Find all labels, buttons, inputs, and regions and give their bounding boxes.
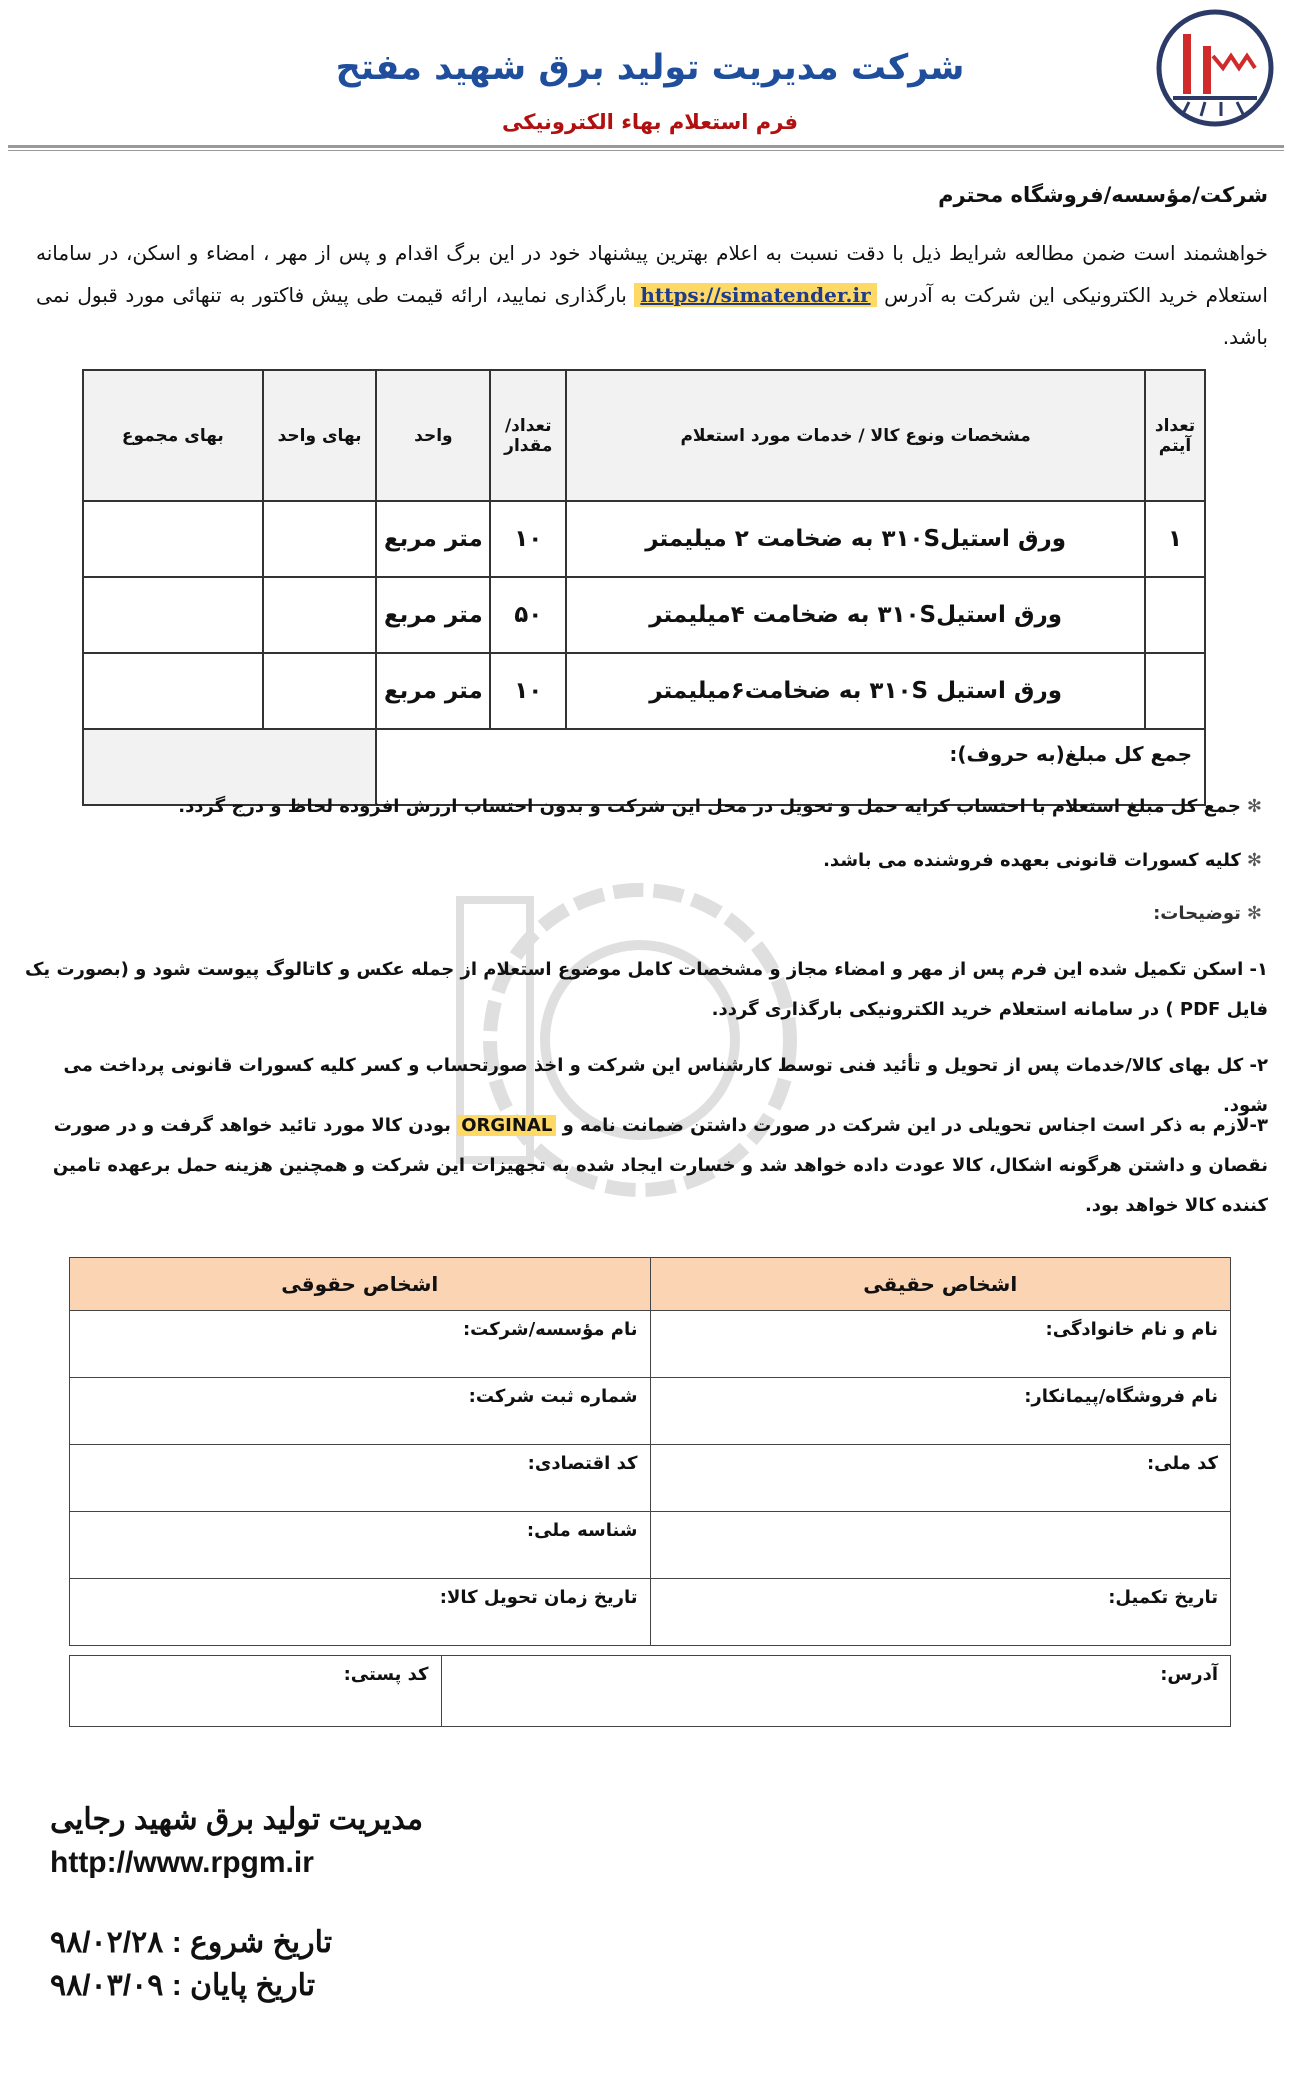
table-row (70, 1378, 1231, 1445)
quantity-cell: ۵۰ (490, 577, 566, 653)
company-name: شرکت مدیریت تولید برق شهید مفتح (335, 48, 965, 88)
table-row (70, 1445, 1231, 1512)
footer-org-name: مدیریت تولید برق شهید رجایی (50, 1803, 424, 1836)
explanations-title (1153, 903, 1262, 924)
legal-persons-header: اشخاص حقوقی (70, 1258, 651, 1311)
unit-price-cell[interactable] (263, 501, 377, 577)
registration-number-field[interactable]: شماره ثبت شرکت: (70, 1378, 651, 1445)
table-row (70, 1512, 1231, 1579)
note-2 (823, 850, 1262, 871)
header-item-no: تعداد آیتم (1145, 370, 1205, 501)
items-table (82, 369, 1206, 806)
explanations-title-text: توضیحات: (1153, 903, 1241, 924)
delivery-date-field[interactable]: تاریخ زمان تحویل کالا: (70, 1579, 651, 1646)
header-divider (8, 145, 1284, 148)
total-in-words-field[interactable] (83, 729, 376, 805)
note-2-text: کلیه کسورات قانونی بعهده فروشنده می باشد. (823, 850, 1241, 871)
postal-code-field[interactable]: کد پستی: (70, 1656, 442, 1727)
header-unit: واحد (376, 370, 490, 501)
address-field[interactable]: آدرس: (441, 1656, 1230, 1727)
table-row (70, 1656, 1231, 1727)
unit-price-cell[interactable] (263, 653, 377, 729)
unit-cell: متر مربع (376, 577, 490, 653)
persons-table-header (70, 1258, 1231, 1311)
intro-paragraph (36, 232, 1268, 358)
company-logo (1153, 6, 1278, 131)
explanation-1-text-a: ۱- اسکن تکمیل شده این فرم پس از مهر و امضاء مجاز و مشخصات کامل موضوع استعلام از جمله عکس و کاتالوگ پیوست شود و (بصورت یک فایل (24, 959, 1268, 1020)
unit-cell: متر مربع (376, 653, 490, 729)
explanation-2: ۲- کل بهای کالا/خدمات پس از تحویل و تأئید فنی توسط کارشناس این شرکت و اخذ صورتحساب و کسر کلیه کسورات قانونی پرداخت می شود. (63, 1055, 1268, 1116)
header-unit-price: بهای واحد (263, 370, 377, 501)
explanation-3-text-a: ۳-لازم به ذکر است اجناس تحویلی در این شرکت در صورت داشتن ضمانت نامه و (562, 1115, 1268, 1136)
total-price-cell[interactable] (83, 653, 263, 729)
unit-price-cell[interactable] (263, 577, 377, 653)
form-title: فرم استعلام بهاء الکترونیکی (501, 110, 799, 134)
address-table (69, 1655, 1231, 1727)
description-cell: ورق استیل۳۱۰S به ضخامت ۴میلیمتر (566, 577, 1145, 653)
total-price-cell[interactable] (83, 577, 263, 653)
header-total-price: بهای مجموع (83, 370, 263, 501)
empty-field[interactable] (650, 1512, 1231, 1579)
header-quantity: تعداد/ مقدار (490, 370, 566, 501)
explanation-3 (24, 1106, 1268, 1226)
footer-start-date (50, 1925, 380, 1960)
items-table-header (83, 370, 1205, 501)
table-row (83, 501, 1205, 577)
asterisk-icon: ✻ (1246, 903, 1262, 924)
header-description: مشخصات ونوع کالا / خدمات مورد استعلام (566, 370, 1145, 501)
national-id-field[interactable]: شناسه ملی: (70, 1512, 651, 1579)
table-row (83, 577, 1205, 653)
note-1 (178, 796, 1262, 817)
national-code-field[interactable]: کد ملی: (650, 1445, 1231, 1512)
pdf-label: PDF (1179, 999, 1221, 1020)
total-price-cell[interactable] (83, 501, 263, 577)
table-row (70, 1311, 1231, 1378)
explanation-1 (24, 950, 1268, 1030)
table-row (70, 1579, 1231, 1646)
header-divider-thin (8, 150, 1284, 151)
note-1-text: جمع کل مبلغ استعلام با احتساب کرایه حمل و تحویل در محل این شرکت و بدون احتساب ارزش افزوده لحاظ و درج گردد. (178, 796, 1241, 817)
intro-text-after-url: بارگذاری نمایید، ارائه قیمت طی پیش فاکتور به تنهائی مورد قبول نمی باشد. (36, 283, 1268, 349)
footer-end-date (50, 1968, 380, 2003)
table-row (83, 653, 1205, 729)
total-row (83, 729, 1205, 805)
explanation-1-text-b: ) در سامانه استعلام خرید الکترونیکی بارگذاری گردد. (711, 999, 1174, 1020)
explanation-3-text-b: بودن کالا مورد تائید خواهد گرفت و در صورت نقصان و داشتن هرگونه اشکال، کالا عودت داده خواهد شد و خسارت ایجاد شده به تجهیزات این شرکت و همچنین هزینه حمل برعهده تامین کننده کالا خواهد بود. (52, 1115, 1268, 1216)
item-no-cell: ۱ (1145, 501, 1205, 577)
start-date-value: ۹۸/۰۲/۲۸ (50, 1926, 164, 1959)
item-no-cell (1145, 653, 1205, 729)
end-date-value: ۹۸/۰۳/۰۹ (50, 1969, 164, 2002)
footer-website-link[interactable]: http://www.rpgm.ir (50, 1846, 314, 1879)
quantity-cell: ۱۰ (490, 653, 566, 729)
economic-code-field[interactable]: کد اقتصادی: (70, 1445, 651, 1512)
persons-table (69, 1257, 1231, 1646)
intro-text-before-url: خواهشمند است ضمن مطالعه شرایط ذیل با دقت نسبت به اعلام بهترین پیشنهاد خود در این برگ اقدام و پس از مهر ، امضاء و اسکن، در سامانه استعلام خرید الکترونیکی این شرکت به آدرس (36, 241, 1268, 307)
salutation: شرکت/مؤسسه/فروشگاه محترم (938, 183, 1268, 207)
asterisk-icon: ✻ (1246, 796, 1262, 817)
asterisk-icon: ✻ (1246, 850, 1262, 871)
completion-date-field[interactable]: تاریخ تکمیل: (650, 1579, 1231, 1646)
description-cell: ورق استیل۳۱۰S به ضخامت ۲ میلیمتر (566, 501, 1145, 577)
quantity-cell: ۱۰ (490, 501, 566, 577)
store-contractor-field[interactable]: نام فروشگاه/پیمانکار: (650, 1378, 1231, 1445)
company-name-field[interactable]: نام مؤسسه/شرکت: (70, 1311, 651, 1378)
original-highlight: ORGINAL (457, 1115, 556, 1136)
unit-cell: متر مربع (376, 501, 490, 577)
description-cell: ورق استیل ۳۱۰S به ضخامت۶میلیمتر (566, 653, 1145, 729)
natural-persons-header: اشخاص حقیقی (650, 1258, 1231, 1311)
end-date-label: تاریخ پایان : (171, 1969, 316, 2002)
item-no-cell (1145, 577, 1205, 653)
tender-url-link[interactable]: https://simatender.ir (634, 283, 876, 307)
start-date-label: تاریخ شروع : (171, 1926, 333, 1959)
total-in-words-label: جمع کل مبلغ(به حروف): (376, 729, 1205, 805)
full-name-field[interactable]: نام و نام خانوادگی: (650, 1311, 1231, 1378)
